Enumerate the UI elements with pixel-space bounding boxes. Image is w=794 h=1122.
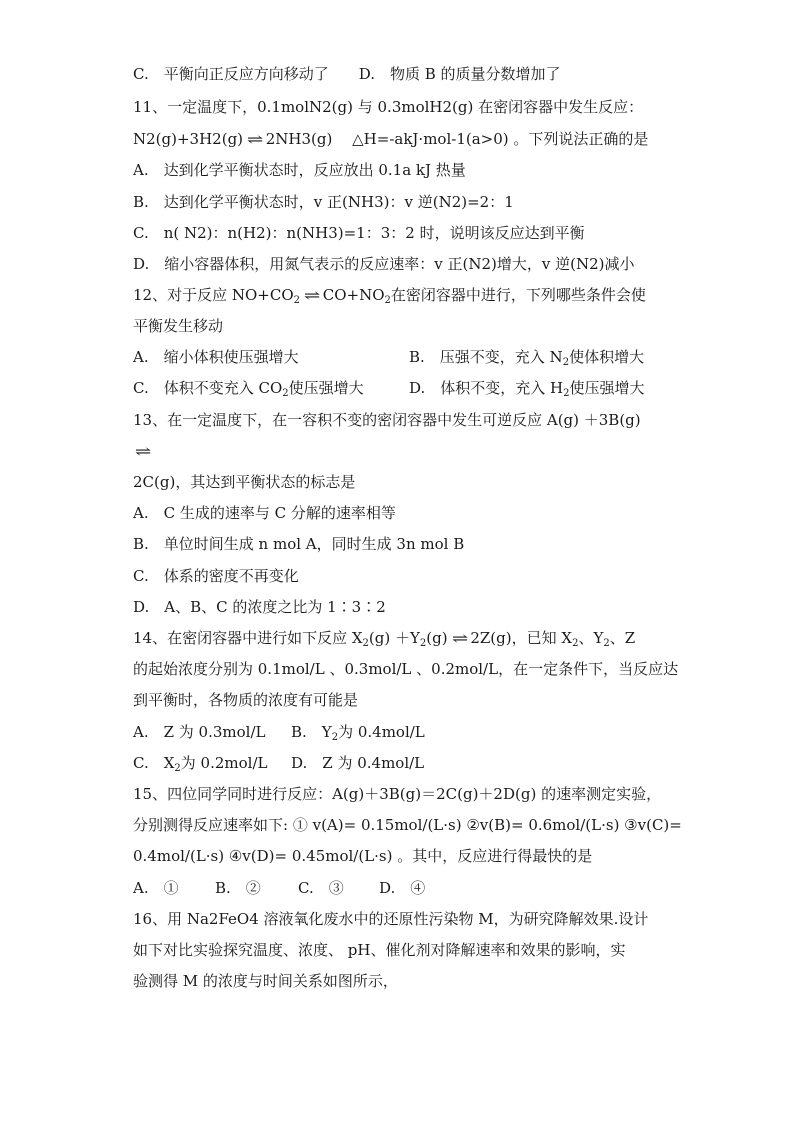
q12-stem-part1: 12、对于反应 NO+CO [133,286,294,304]
q10-options-cd [133,64,673,84]
q12-option-d-part1: D. 体积不变，充入 H [409,379,564,397]
q14-option-b [291,722,425,742]
q11-products: 2NH3(g) △H=-akJ·mol-1(a>0) 。下列说法正确的是 [265,130,649,148]
q14-option-d: D. Z 为 0.4mol/L [291,754,425,772]
q14-stem-part2: (g) ＋Y [368,629,420,647]
q13-option-a: A. C 生成的速率与 C 分解的速率相等 [133,504,396,522]
subscript: 2 [419,638,427,649]
q12-option-a: A. 缩小体积使压强增大 [133,348,299,366]
equilibrium-arrow-icon: ⇌ [246,132,262,148]
q14-option-c-part2: 为 0.2mol/L [180,754,268,772]
q11-option-a: A. 达到化学平衡状态时，反应放出 0.1a kJ 热量 [133,161,466,179]
subscript: 2 [603,638,610,649]
q14-option-c [133,753,291,773]
q12-option-b-part1: B. 压强不变，充入 N [409,348,563,366]
q14-options-cd [133,753,673,773]
q12-option-b [409,347,644,367]
q10-option-c: C. 平衡向正反应方向移动了 [133,65,329,83]
subscript: 2 [563,388,570,399]
q14-options-ab [133,722,673,742]
q12-option-c-part2: 使压强增大 [288,379,364,397]
q12-option-c-part1: C. 体积不变充入 CO [133,379,283,397]
subscript: 2 [293,295,300,306]
q12-option-d-part2: 使压强增大 [569,379,645,397]
q14-stem-line3: 到平衡时，各物质的浓度有可能是 [133,691,359,709]
q13-equilibrium-line [133,441,673,462]
q12-stem-part3: 在密闭容器中进行，下列哪些条件会使 [390,286,646,304]
subscript: 2 [282,388,289,399]
q14-option-b-part2: 为 0.4mol/L [338,723,425,741]
q15-stem-line1: 15、四位同学同时进行反应：A(g)＋3B(g)＝2C(g)＋2D(g) 的速率测定实验， [133,785,662,803]
q12-stem-line2: 平衡发生移动 [133,317,224,335]
q15-stem-line2: 分别测得反应速率如下: ① v(A)= 0.15mol/(L·s) ②v(B)= 0.6mol/(L·s) ③v(C)= [133,816,682,834]
q16-stem-line2: 如下对比实验探究温度、浓度、 pH、催化剂对降解速率和效果的影响，实 [133,941,626,959]
equilibrium-arrow-icon: ⇌ [134,444,150,460]
q15-stem-line3: 0.4mol/(L·s) ④v(D)= 0.45mol/(L·s) 。其中，反应进行得最快的是 [133,847,593,865]
q15-options [133,878,673,898]
q14-stem-part4: 2Z(g)，已知 X [470,629,573,647]
q14-stem-part3: (g) [426,629,448,647]
subscript: 2 [174,763,181,774]
q15-option-c: C. ③ [298,879,344,897]
subscript: 2 [331,732,339,743]
q16-stem-line3: 验测得 M 的浓度与时间关系如图所示， [133,972,398,990]
q14-stem-part6: 、Z [609,629,636,647]
subscript: 2 [572,638,579,649]
q15-option-a: A. ① [133,879,179,897]
q14-stem-part1: 14、在密闭容器中进行如下反应 X [133,629,363,647]
subscript: 2 [362,638,369,649]
q12-stem-line1 [133,285,673,306]
q12-options-cd [133,378,673,398]
q11-reactants: N2(g)+3H2(g) [133,130,244,148]
q14-stem-line2: 的起始浓度分别为 0.1mol/L 、0.3mol/L 、0.2mol/L，在一定条件下，当反应达 [133,660,679,678]
q11-option-b: B. 达到化学平衡状态时，v 正(NH3)：v 逆(N2)=2：1 [133,193,514,211]
q13-option-b: B. 单位时间生成 n mol A，同时生成 3n mol B [133,535,465,553]
q12-options-ab [133,347,673,367]
q15-option-b: B. ② [215,879,261,897]
q11-stem-line1: 11、一定温度下，0.1molN2(g) 与 0.3molH2(g) 在密闭容器中发生反应： [133,98,644,116]
q13-stem-line2: 2C(g)，其达到平衡状态的标志是 [133,473,356,491]
q13-stem-line1: 13、在一定温度下，在一容积不变的密闭容器中发生可逆反应 A(g) ＋3B(g) [133,411,641,429]
q14-option-a: A. Z 为 0.3mol/L [133,723,266,741]
q10-option-d: D. 物质 B 的质量分数增加了 [358,65,561,83]
q16-stem-line1: 16、用 Na2FeO4 溶液氧化废水中的还原性污染物 M，为研究降解效果.设计 [133,910,649,928]
q15-option-d: D. ④ [379,879,426,897]
q11-stem-line2 [133,129,673,150]
equilibrium-arrow-icon: ⇌ [303,288,319,304]
q11-option-c: C. n( N2)：n(H2)：n(NH3)=1：3：2 时，说明该反应达到平衡 [133,224,585,242]
q14-stem-line1 [133,628,673,649]
subscript: 2 [384,295,391,306]
q14-option-b-part1: B. Y [291,723,332,741]
subscript: 2 [562,357,570,368]
q12-option-d [409,378,645,398]
equilibrium-arrow-icon: ⇌ [451,631,467,647]
q13-option-c: C. 体系的密度不再变化 [133,567,299,585]
q12-stem-part2: CO+NO [322,286,385,304]
q12-option-c [133,378,409,398]
q14-option-c-part1: C. X [133,754,175,772]
q12-option-b-part2: 使体积增大 [569,348,645,366]
q13-option-d: D. A、B、C 的浓度之比为 1∶3∶2 [133,598,386,616]
q11-option-d: D. 缩小容器体积，用氮气表示的反应速率：v 正(N2)增大，v 逆(N2)减小 [133,255,635,273]
q14-stem-part5: 、Y [578,629,604,647]
